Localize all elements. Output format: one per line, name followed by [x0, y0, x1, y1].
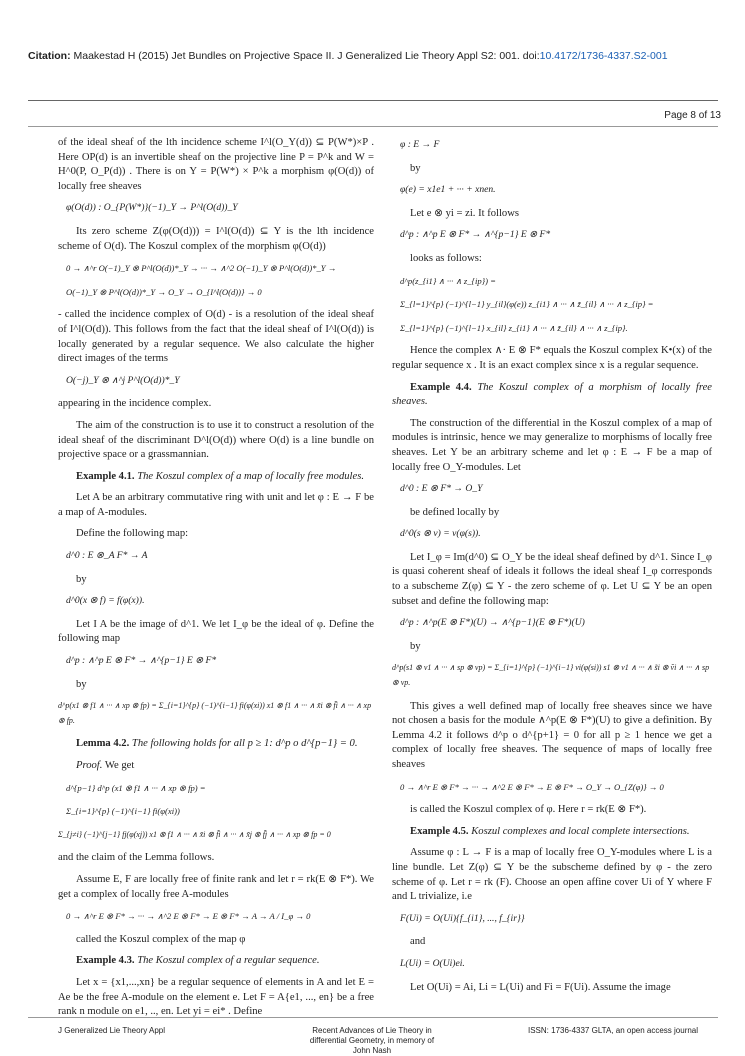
right-column — [392, 136, 712, 1002]
paragraph: by — [76, 573, 87, 585]
paragraph: The aim of the construction is to use it to construct a resolution of the ideal sheaf of the discriminant D^l(O(d)) where O(d) is a line bundle on projective space or a grassmannian. — [58, 419, 374, 461]
paragraph: and the claim of the Lemma follows. — [58, 852, 215, 864]
proof-label: Proof. — [76, 760, 103, 771]
paragraph: - called the incidence complex of O(d) - is a resolution of the ideal sheaf of I^l(O(d)). This follows from the fact that the ideal sheaf of I^l(O(d)) is locally generated by a regular sequence. We also calculate the higher direct images of the terms — [58, 309, 374, 365]
example-heading — [58, 954, 374, 969]
example-label: Example 4.4. — [410, 381, 472, 393]
paragraph: Assume φ : L → F is a map of locally free O_Y-modules where L is a line bundle. Let Z(φ) ⊆ Y be the subscheme defined by φ - the zero scheme of φ. Let r = rk (F). Choose an open affine cover Ui of Y where F and L trivialize, i.e — [392, 847, 712, 903]
paragraph: be defined locally by — [410, 506, 500, 518]
equation: d^{p−1} d^p (x1 ⊗ f1 ∧ ··· ∧ xp ⊗ fp) = — [66, 782, 206, 793]
example-label: Example 4.3. — [76, 955, 135, 967]
equation: d^p(x1 ⊗ f1 ∧ ··· ∧ xp ⊗ fp) = Σ_{i=1}^{p} (−1)^{i−1} fi(φ(xi)) x1 ⊗ f1 ∧ ··· ∧ x̃i ⊗ f̃i ∧ ··· ∧ xp ⊗ fp. — [58, 701, 372, 725]
footer-issn: ISSN: 1736-4337 GLTA, an open access journal — [528, 1026, 699, 1035]
footer-divider — [28, 1017, 718, 1018]
equation: O(−1)_Y ⊗ P^l(O(d))*_Y → O_Y → O_{I^l(O(d))} → 0 — [66, 286, 262, 297]
paragraph: Hence the complex ∧· E ⊗ F* equals the Koszul complex K•(x) of the regular sequence x . It is an exact complex since x is a regular sequence. — [392, 345, 712, 371]
paragraph: is called the Koszul complex of φ. Here r = rk(E ⊗ F*). — [410, 804, 647, 816]
paragraph: of the ideal sheaf of the lth incidence scheme I^l(O_Y(d)) ⊆ P(W*)×P . Here OP(d) is an invertible sheaf on the projective line P = P^k and W = H^0(P, O_P(d)) . There is on Y = P(W*) × P^k a morphism φ(O(d)) of locally free sheaves — [58, 137, 374, 192]
proof-text: We get — [104, 760, 135, 771]
equation: O(−j)_Y ⊗ ∧^j P^l(O(d))*_Y — [66, 374, 180, 386]
equation: φ : E → F — [400, 139, 440, 150]
equation: 0 → ∧^r O(−1)_Y ⊗ P^l(O(d))*_Y → ··· → ∧^2 O(−1)_Y ⊗ P^l(O(d))*_Y → — [66, 263, 337, 274]
paragraph: Let e ⊗ yi = zi. It follows — [410, 207, 519, 219]
equation: L(Ui) = O(Ui)ei. — [400, 957, 465, 969]
example-title: The Koszul complex of a regular sequence. — [137, 955, 320, 967]
paragraph: called the Koszul complex of the map φ — [76, 933, 246, 945]
equation: d^0 : E ⊗ F* → O_Y — [400, 483, 483, 495]
example-label: Example 4.1. — [76, 470, 135, 482]
equation: d^p(z_{i1} ∧ ··· ∧ z_{ip}) = — [400, 275, 496, 286]
equation: Σ_{l=1}^{p} (−1)^{l−1} x_{il} z_{i1} ∧ ··· ∧ z̃_{il} ∧ ··· ∧ z_{ip}. — [400, 322, 628, 333]
equation: F(Ui) = O(Ui){f_{i1}, ..., f_{ir}} — [400, 912, 525, 924]
paragraph: and — [410, 936, 426, 948]
equation: d^0 : E ⊗_A F* → A — [66, 550, 148, 562]
equation: φ(e) = x1e1 + ··· + xnen. — [400, 184, 496, 196]
equation: d^p(s1 ⊗ v1 ∧ ··· ∧ sp ⊗ vp) = Σ_{i=1}^{p} (−1)^{i−1} vi(φ(si)) s1 ⊗ v1 ∧ ··· ∧ s̃i ⊗ ṽi ∧ ··· ∧ sp ⊗ vp. — [392, 663, 710, 688]
doi-link[interactable]: 10.4172/1736-4337.S2-001 — [539, 50, 668, 62]
lemma-label: Lemma 4.2. — [76, 738, 130, 750]
paragraph: by — [76, 678, 87, 690]
equation: 0 → ∧^r E ⊗ F* → ··· → ∧^2 E ⊗ F* → E ⊗ F* → A → A / I_φ → 0 — [66, 911, 311, 922]
example-heading — [392, 381, 712, 410]
equation: d^p : ∧^p(E ⊗ F*)(U) → ∧^{p−1}(E ⊗ F*)(U) — [400, 617, 585, 629]
equation: d^p : ∧^p E ⊗ F* → ∧^{p−1} E ⊗ F* — [400, 229, 551, 241]
paragraph: Let I_φ = Im(d^0) ⊆ O_Y be the ideal sheaf defined by d^1. Since I_φ is quasi coherent sheaf of ideals it follows the ideal sheaf I_φ corresponds to a subscheme Z(φ) ⊆ Y - the zero scheme of φ. Let U ⊆ Y be an open subset and define the following map: — [392, 551, 712, 607]
paragraph: Assume E, F are locally free of finite rank and let r = rk(E ⊗ F*). We get a complex of locally free A-modules — [58, 873, 374, 900]
paragraph: Define the following map: — [76, 528, 189, 540]
equation: d^0(s ⊗ v) = v(φ(s)). — [400, 528, 481, 540]
equation: Σ_{i=1}^{p} (−1)^{i−1} fi(φ(xi)) — [66, 806, 180, 817]
example-title: The Koszul complex of a map of locally free modules. — [137, 470, 364, 482]
example-label: Example 4.5. — [410, 825, 469, 837]
example-title: Koszul complexes and local complete intersections. — [471, 825, 690, 837]
equation: d^0(x ⊗ f) = f(φ(x)). — [66, 595, 145, 607]
footer-issue — [292, 1026, 452, 1056]
example-heading — [58, 470, 374, 485]
paragraph: looks as follows: — [410, 252, 482, 264]
header-divider — [28, 100, 718, 101]
paragraph: Let O(Ui) = Ai, Li = L(Ui) and Fi = F(Ui). Assume the image — [410, 981, 671, 993]
page-number: Page 8 of 13 — [664, 110, 721, 121]
paragraph: Let A be an arbitrary commutative ring with unit and let φ : E → F be a map of A-modules. — [58, 492, 374, 518]
lemma-text: The following holds for all p ≥ 1: d^p o d^{p−1} = 0. — [131, 738, 358, 750]
example-title: The Koszul complex of a morphism of locally free sheaves. — [392, 381, 712, 408]
footer-journal: J Generalized Lie Theory Appl — [58, 1026, 166, 1035]
citation-text: Maakestad H (2015) Jet Bundles on Projective Space II. J Generalized Lie Theory Appl S2: 001. doi: — [73, 50, 540, 62]
example-heading — [392, 825, 712, 840]
paragraph: This gives a well defined map of locally free sheaves since we have not chosen a basis for the module ∧^p(E ⊗ F*)(U) to give a definition. By Lemma 4.2 it follows d^p o d^{p+1} = 0 for all p ≥ 1 hence we get a complex of locally free sheaves. The sequence of maps of locally free sheaves — [392, 700, 712, 770]
paragraph: The construction of the differential in the Koszul complex of a map of modules is intrinsic, hence we may generalize to morphisms of locally free sheaves. Let Y be an arbitrary scheme and let φ : E → F be a map of locally free O_Y-modules. Let — [392, 417, 712, 473]
paragraph: Let I A be the image of d^1. We let I_φ be the ideal of φ. Define the following map — [58, 618, 374, 645]
citation — [28, 50, 728, 62]
paragraph: by — [410, 162, 421, 174]
footer-issue-line: John Nash — [352, 1046, 392, 1055]
proof — [58, 759, 374, 774]
footer-issue-line: differential Geometry, in memory of — [309, 1036, 435, 1045]
paragraph: Let x = {x1,...,xn} be a regular sequence of elements in A and let E = Ae be the free A-module on the element e. Let F = A{e1, ..., en} be a free rank n module on e1, .., en. Let yi = ei* . Define — [58, 976, 374, 1018]
equation: φ(O(d)) : O_{P(W*)}(−1)_Y → P^l(O(d))_Y — [66, 202, 238, 214]
equation: d^p : ∧^p E ⊗ F* → ∧^{p−1} E ⊗ F* — [66, 655, 217, 667]
equation: Σ_{l=1}^{p} (−1)^{l−1} y_{il}(φ(e)) z_{i1} ∧ ··· ∧ z̃_{il} ∧ ··· ∧ z_{ip} = — [400, 299, 654, 310]
footer-issue-line: Recent Advances of Lie Theory in — [312, 1026, 432, 1035]
paragraph: by — [410, 640, 421, 652]
equation: 0 → ∧^r E ⊗ F* → ··· → ∧^2 E ⊗ F* → E ⊗ F* → O_Y → O_{Z(φ)} → 0 — [400, 781, 664, 792]
page-divider — [28, 126, 718, 127]
lemma — [58, 737, 374, 752]
left-column — [58, 136, 374, 1027]
paragraph: Its zero scheme Z(φ(O(d))) = I^l(O(d)) ⊆ Y is the lth incidence scheme of O(d). The Koszul complex of the morphism φ(O(d)) — [58, 225, 374, 252]
paragraph: appearing in the incidence complex. — [58, 398, 212, 410]
citation-label: Citation: — [28, 50, 71, 62]
equation: Σ_{j≠i} (−1)^{j−1} fj(φ(xj)) x1 ⊗ f1 ∧ ··· ∧ x̃i ⊗ f̃i ∧ ··· ∧ x̃j ⊗ f̃j ∧ ··· ∧ xp ⊗ fp = 0 — [58, 829, 331, 839]
